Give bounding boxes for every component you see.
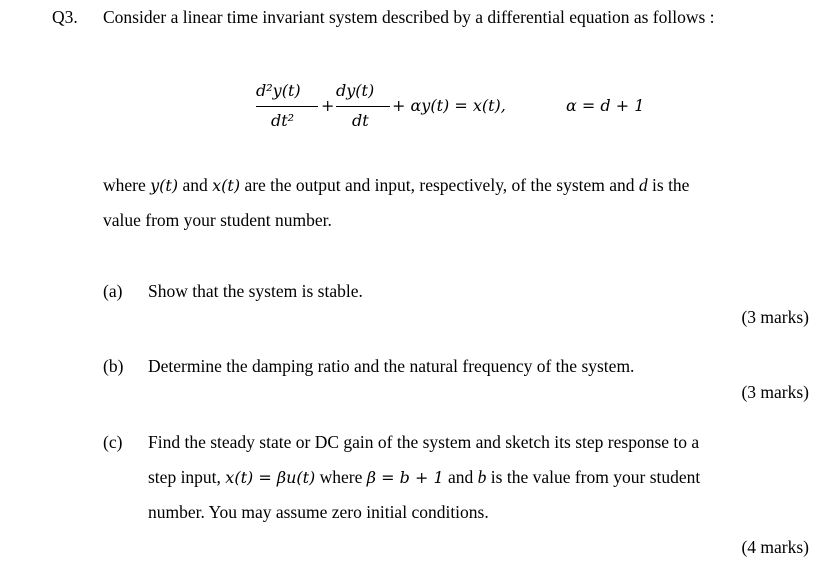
part-b-label: (b)	[103, 356, 124, 376]
part-c-line-2: step input, x(t) = βu(t) where β = b + 1 and b is the value from your student	[148, 467, 701, 487]
part-a-text: Show that the system is stable.	[148, 281, 363, 301]
part-a-marks: (3 marks)	[741, 307, 809, 327]
alpha-definition: α = d + 1	[566, 96, 645, 115]
frac1-bar	[256, 106, 318, 107]
differential-equation	[0, 0, 831, 160]
d-variable: d	[638, 175, 648, 195]
frac2-denominator: dt	[352, 111, 369, 130]
frac1-numerator: d²y(t)	[256, 81, 301, 100]
question-stem: Consider a linear time invariant system described by a differential equation as follows :	[103, 7, 715, 27]
question-number: Q3.	[52, 7, 78, 27]
y-of-t: y(t)	[150, 176, 179, 195]
step-input-expr: x(t) = βu(t)	[225, 468, 316, 487]
frac1-denominator: dt²	[271, 111, 295, 130]
part-b-marks: (3 marks)	[741, 382, 809, 402]
part-c-label: (c)	[103, 432, 123, 452]
beta-definition: β = b + 1	[366, 468, 444, 487]
equation-rest: + αy(t) = x(t),	[392, 96, 506, 115]
frac2-bar	[336, 106, 390, 107]
description-line-1: where y(t) and x(t) are the output and input, respectively, of the system and d is the	[103, 175, 690, 195]
part-b-text: Determine the damping ratio and the natural frequency of the system.	[148, 356, 635, 376]
description-line-2: value from your student number.	[103, 210, 332, 230]
part-a-label: (a)	[103, 281, 123, 301]
part-c-marks: (4 marks)	[741, 537, 809, 557]
part-c-line-3: number. You may assume zero initial conditions.	[148, 502, 489, 522]
frac2-numerator: dy(t)	[336, 81, 375, 100]
b-variable: b	[477, 467, 487, 487]
plus-sign: +	[321, 96, 335, 115]
part-c-line-1: Find the steady state or DC gain of the system and sketch its step response to a	[148, 432, 700, 452]
x-of-t: x(t)	[212, 176, 241, 195]
